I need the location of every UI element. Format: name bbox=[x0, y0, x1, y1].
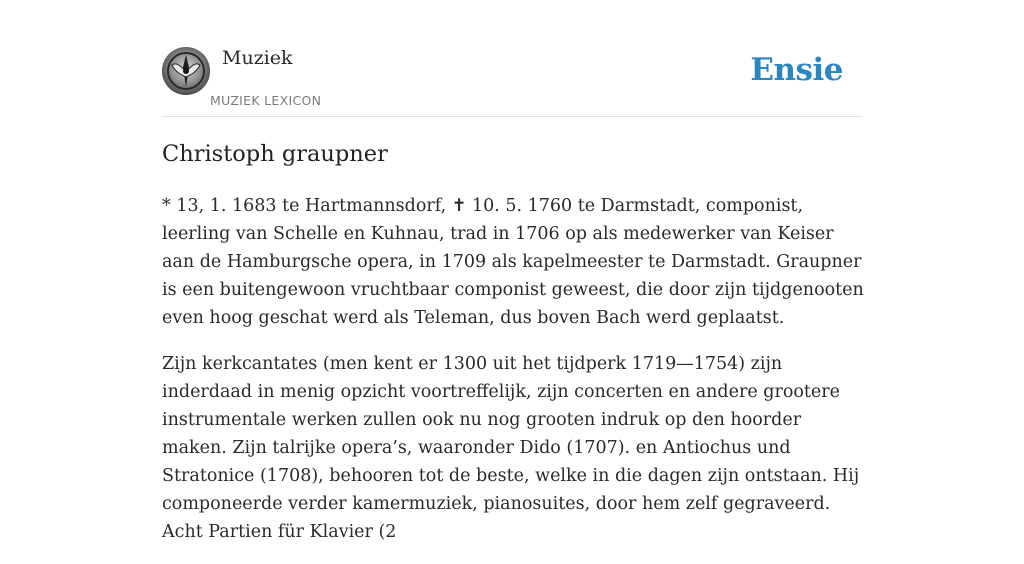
article-title: Christoph graupner bbox=[162, 141, 388, 167]
article-paragraph: Zijn kerkcantates (men kent er 1300 uit het tijdperk 1719—1754) zijn inderdaad in menig opzicht voortreffelijk, zijn concerten en andere grootere instrumentale werken zullen ook nu nog grooten indruk op den hoorder maken. Zijn talrijke opera’s, waaronder Dido (1707). en Antiochus und Stratonice (1708), behooren tot de beste, welke in die dagen zijn ontstaan. Hij componeerde verder kamermuziek, pianosuites, door hem zelf gegraveerd. Acht Partien für Klavier (2 bbox=[162, 354, 860, 542]
article-body bbox=[162, 192, 864, 564]
brand-logo[interactable]: Ensie bbox=[750, 52, 843, 88]
source-category[interactable]: MUZIEK LEXICON bbox=[210, 93, 322, 108]
music-lexicon-emblem-icon bbox=[162, 47, 210, 95]
source-name[interactable]: Muziek bbox=[222, 47, 293, 69]
article-paragraph: * 13, 1. 1683 te Hartmannsdorf, ✝ 10. 5. 1760 te Darmstadt, componist, leerling van Schelle en Kuhnau, trad in 1706 op als medewerker van Keiser aan de Hamburgsche opera, in 1709 als kapelmeester te Darmstadt. Graupner is een buitengewoon vruchtbaar componist geweest, die door zijn tijdgenooten even hoog geschat werd als Teleman, dus boven Bach werd geplaatst. bbox=[162, 196, 864, 328]
source-avatar[interactable] bbox=[162, 47, 210, 95]
source-header bbox=[162, 40, 862, 117]
